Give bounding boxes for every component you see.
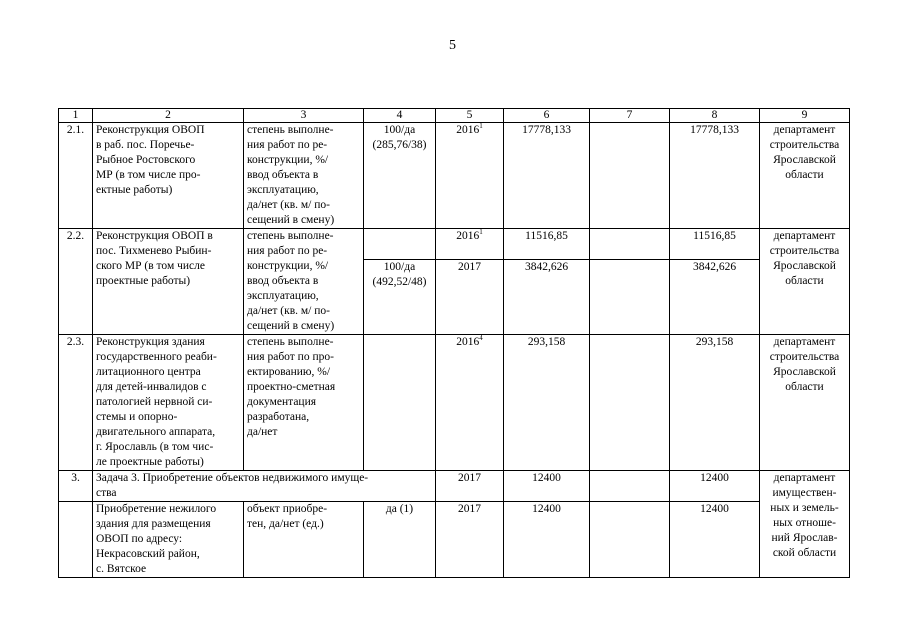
total-amount: 3842,626	[504, 260, 590, 335]
header-cell: 5	[436, 109, 504, 123]
col8-amount: 12400	[670, 502, 760, 578]
activity-name: Приобретение нежилого здания для размещения ОВОП по адресу: Некрасовский район, с. Вятское	[93, 502, 244, 578]
target-value	[364, 335, 436, 471]
executor: департамент строительства Ярославской области	[760, 335, 850, 471]
activity-name: Реконструкция ОВОП в раб. пос. Поречье- Рыбное Ростовского МР (в том числе про- ектные работы)	[93, 123, 244, 229]
col7-amount	[590, 123, 670, 229]
target-value: 100/да (285,76/38)	[364, 123, 436, 229]
total-amount: 11516,85	[504, 229, 590, 260]
year: 2017	[436, 260, 504, 335]
row-number: 2.2.	[59, 229, 93, 335]
year-cell	[436, 335, 504, 471]
year: 2016	[456, 124, 480, 136]
col7-amount	[590, 229, 670, 260]
header-cell: 8	[670, 109, 760, 123]
indicator: степень выполне- ния работ по про- ектированию, %/ проектно-сметная документация разработана, да/нет	[244, 335, 364, 471]
header-cell: 6	[504, 109, 590, 123]
total-amount: 293,158	[504, 335, 590, 471]
col8-amount: 17778,133	[670, 123, 760, 229]
header-cell: 3	[244, 109, 364, 123]
col8-amount: 11516,85	[670, 229, 760, 260]
header-cell: 7	[590, 109, 670, 123]
year: 2016	[456, 230, 480, 242]
target-value: 100/да (492,52/48)	[364, 260, 436, 335]
table-row	[59, 502, 850, 578]
header-cell: 2	[93, 109, 244, 123]
col7-amount	[590, 260, 670, 335]
table-row	[59, 471, 850, 502]
year: 2016	[456, 336, 480, 348]
activity-name: Реконструкция здания государственного реаби- литационного центра для детей-инвалидов с патологией нервной си- стемы и опорно- двигательного аппарата, г. Ярославль (в том чис- ле проектные работы)	[93, 335, 244, 471]
footnote-mark: 1	[479, 228, 483, 237]
row-number: 2.3.	[59, 335, 93, 471]
total-amount: 17778,133	[504, 123, 590, 229]
row-number	[59, 502, 93, 578]
target-value	[364, 229, 436, 260]
col8-amount: 3842,626	[670, 260, 760, 335]
col7-amount	[590, 471, 670, 502]
indicator: объект приобре- тен, да/нет (ед.)	[244, 502, 364, 578]
executor: департамент имуществен- ных и земель- ных отноше- ний Ярослав- ской области	[760, 471, 850, 578]
year-cell	[436, 229, 504, 260]
task-title: Задача 3. Приобретение объектов недвижимого имуще- ства	[93, 471, 436, 502]
col8-amount: 293,158	[670, 335, 760, 471]
year: 2017	[436, 471, 504, 502]
target-value: да (1)	[364, 502, 436, 578]
col8-amount: 12400	[670, 471, 760, 502]
header-cell: 1	[59, 109, 93, 123]
activity-name: Реконструкция ОВОП в пос. Тихменево Рыбин- ского МР (в том числе проектные работы)	[93, 229, 244, 335]
program-table	[58, 108, 850, 578]
total-amount: 12400	[504, 471, 590, 502]
executor: департамент строительства Ярославской области	[760, 123, 850, 229]
header-cell: 4	[364, 109, 436, 123]
page-number: 5	[449, 38, 456, 53]
executor: департамент строительства Ярославской области	[760, 229, 850, 335]
indicator: степень выполне- ния работ по ре- конструкции, %/ ввод объекта в эксплуатацию, да/нет (кв. м/ по- сещений в смену)	[244, 123, 364, 229]
year: 2017	[436, 502, 504, 578]
col7-amount	[590, 502, 670, 578]
header-cell: 9	[760, 109, 850, 123]
total-amount: 12400	[504, 502, 590, 578]
table-row	[59, 123, 850, 229]
header-row	[59, 109, 850, 123]
col7-amount	[590, 335, 670, 471]
row-number: 2.1.	[59, 123, 93, 229]
row-number: 3.	[59, 471, 93, 502]
footnote-mark: 1	[479, 122, 483, 131]
indicator: степень выполне- ния работ по ре- конструкции, %/ ввод объекта в эксплуатацию, да/нет (кв. м/ по- сещений в смену)	[244, 229, 364, 335]
table-row	[59, 335, 850, 471]
table-row	[59, 229, 850, 260]
year-cell	[436, 123, 504, 229]
footnote-mark: 4	[479, 334, 483, 343]
